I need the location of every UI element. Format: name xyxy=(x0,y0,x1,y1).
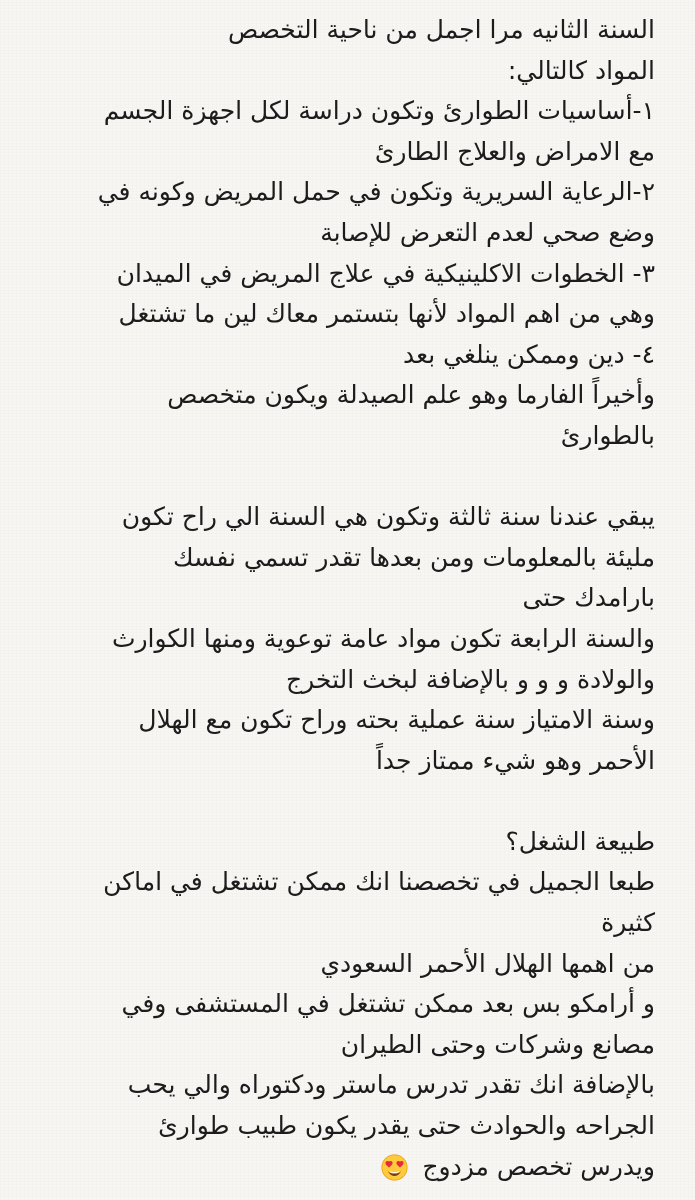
section-heading: طبيعة الشغل؟ xyxy=(505,826,655,856)
note-line: مع الامراض والعلاج الطارئ xyxy=(374,136,655,166)
note-line: ٤- دين وممكن ينلغي بعد xyxy=(403,339,655,369)
note-line: وهي من اهم المواد لأنها بتستمر معاك لين ما تشتغل xyxy=(118,299,655,329)
note-line: السنة الثانيه مرا اجمل من ناحية التخصص xyxy=(228,15,655,44)
note-line: مليئة بالمعلومات ومن بعدها تقدر تسمي نفسك xyxy=(172,542,655,572)
note-line: يبقي عندنا سنة ثالثة وتكون هي السنة الي راح تكون xyxy=(121,502,655,532)
note-line: بالطوارئ xyxy=(560,420,655,450)
note-line: ٢-الرعاية السريرية وتكون في حمل المريض وكونه في xyxy=(97,177,655,207)
heart-eyes-emoji-icon xyxy=(381,1154,408,1181)
note-line: وسنة الامتياز سنة عملية بحته وراح تكون مع الهلال xyxy=(138,705,655,735)
blank-line xyxy=(20,781,655,822)
note-line: الأحمر وهو شيء ممتاز جداً xyxy=(375,745,655,775)
note-line-last xyxy=(20,1147,655,1188)
note-line: وضع صحي لعدم التعرض للإصابة xyxy=(320,217,655,247)
note-line: مصانع وشركات وحتى الطيران xyxy=(340,1029,655,1059)
note-line: المواد كالتالي: xyxy=(507,55,655,85)
note-line: و أرامكو بس بعد ممكن تشتغل في المستشفى وفي xyxy=(121,989,655,1019)
note-line: كثيرة xyxy=(601,908,655,938)
note-line: وأخيراً الفارما وهو علم الصيدلة ويكون متخصص xyxy=(167,380,655,410)
note-line: ١-أساسيات الطوارئ وتكون دراسة لكل اجهزة الجسم xyxy=(103,96,655,126)
note-line: والسنة الرابعة تكون مواد عامة توعوية ومنها الكوارث xyxy=(111,623,655,653)
note-line: ٣- الخطوات الاكلينيكية في علاج المريض في الميدان xyxy=(116,258,655,288)
note-line: طبعا الجميل في تخصصنا انك ممكن تشتغل في اماكن xyxy=(103,867,655,897)
note-line: الجراحه والحوادث حتى يقدر يكون طبيب طوارئ xyxy=(158,1111,655,1141)
note-line: والولادة و و و بالإضافة لبخث التخرج xyxy=(286,664,655,694)
blank-line xyxy=(20,457,655,498)
note-line: بالإضافة انك تقدر تدرس ماستر ودكتوراه والي يحب xyxy=(127,1070,655,1100)
note-line-text: ويدرس تخصص مزدوج xyxy=(422,1151,655,1181)
note-line: بارامدك حتى xyxy=(522,583,655,613)
note-line: من اهمها الهلال الأحمر السعودي xyxy=(320,948,655,978)
